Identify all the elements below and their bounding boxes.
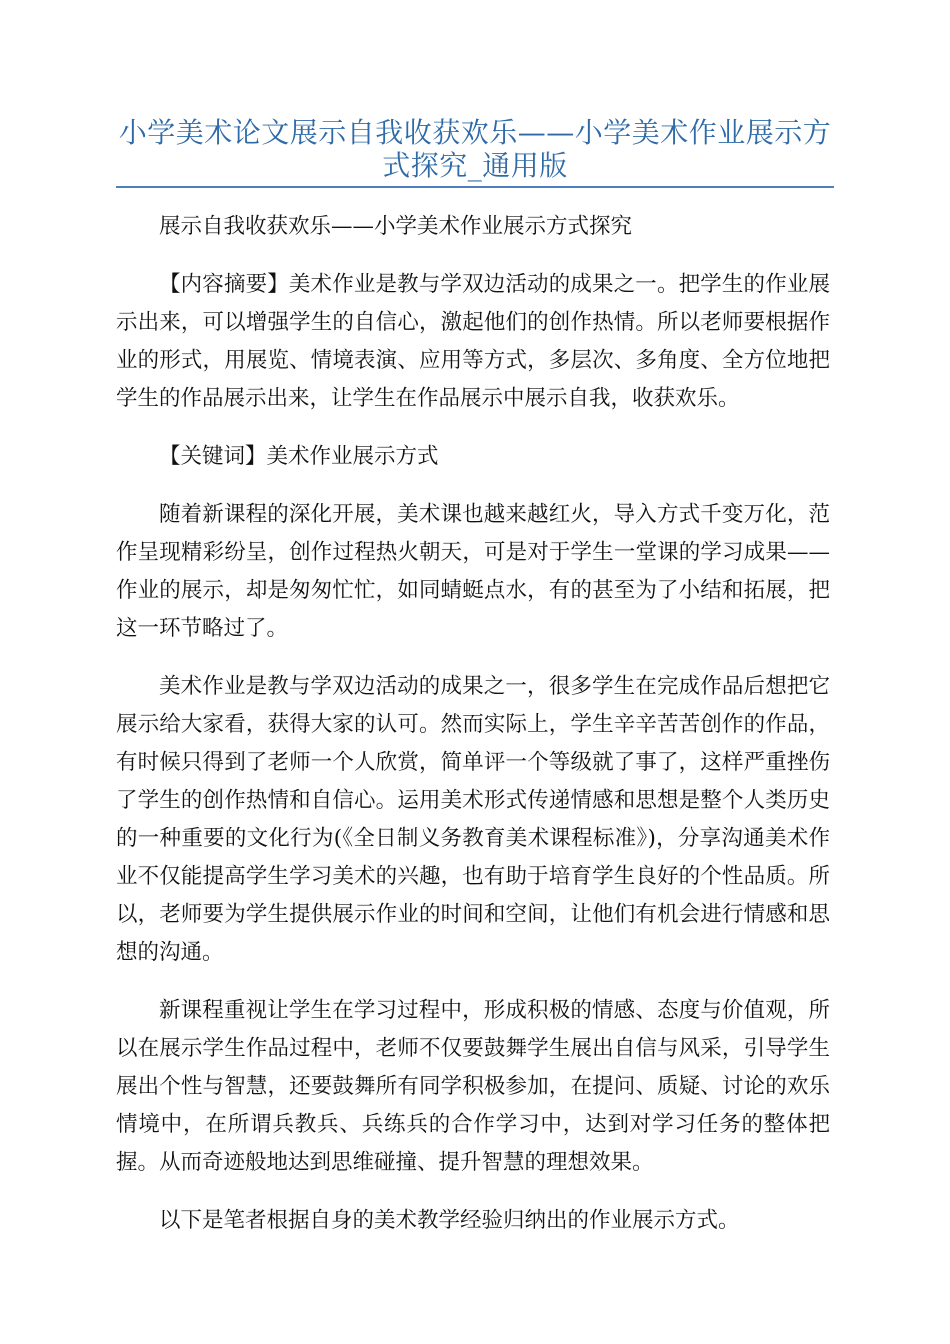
body-paragraph: 美术作业是教与学双边活动的成果之一，很多学生在完成作品后想把它展示给大家看，获得大家的认可。然而实际上，学生辛辛苦苦创作的作品，有时候只得到了老师一个人欣赏，简单评一个等级就了事了，这样严重挫伤了学生的创作热情和自信心。运用美术形式传递情感和思想是整个人类历史的一种重要的文化行为(《全日制义务教育美术课程标准》)，分享沟通美术作业不仅能提高学生学习美术的兴趣，也有助于培育学生良好的个性品质。所以，老师要为学生提供展示作业的时间和空间，让他们有机会进行情感和思想的沟通。 — [116, 674, 830, 965]
keywords-paragraph: 【关键词】美术作业展示方式 — [159, 444, 439, 469]
document-body — [116, 208, 830, 1260]
subtitle-paragraph: 展示自我收获欢乐——小学美术作业展示方式探究 — [159, 214, 633, 239]
document-title: 小学美术论文展示自我收获欢乐——小学美术作业展示方式探究_通用版 — [118, 116, 832, 182]
abstract-paragraph: 【内容摘要】美术作业是教与学双边活动的成果之一。把学生的作业展示出来，可以增强学生的自信心，激起他们的创作热情。所以老师要根据作业的形式，用展览、情境表演、应用等方式，多层次、多角度、全方位地把学生的作品展示出来，让学生在作品展示中展示自我，收获欢乐。 — [116, 272, 830, 411]
title-divider — [116, 186, 834, 188]
body-paragraph: 随着新课程的深化开展，美术课也越来越红火，导入方式千变万化，范作呈现精彩纷呈，创作过程热火朝天，可是对于学生一堂课的学习成果——作业的展示，却是匆匆忙忙，如同蜻蜓点水，有的甚至为了小结和拓展，把这一环节略过了。 — [116, 502, 830, 641]
body-paragraph: 新课程重视让学生在学习过程中，形成积极的情感、态度与价值观，所以在展示学生作品过程中，老师不仅要鼓舞学生展出自信与风采，引导学生展出个性与智慧，还要鼓舞所有同学积极参加，在提问、质疑、讨论的欢乐情境中，在所谓兵教兵、兵练兵的合作学习中，达到对学习任务的整体把握。从而奇迹般地达到思维碰撞、提升智慧的理想效果。 — [116, 998, 830, 1175]
body-paragraph: 以下是笔者根据自身的美术教学经验归纳出的作业展示方式。 — [159, 1208, 740, 1233]
